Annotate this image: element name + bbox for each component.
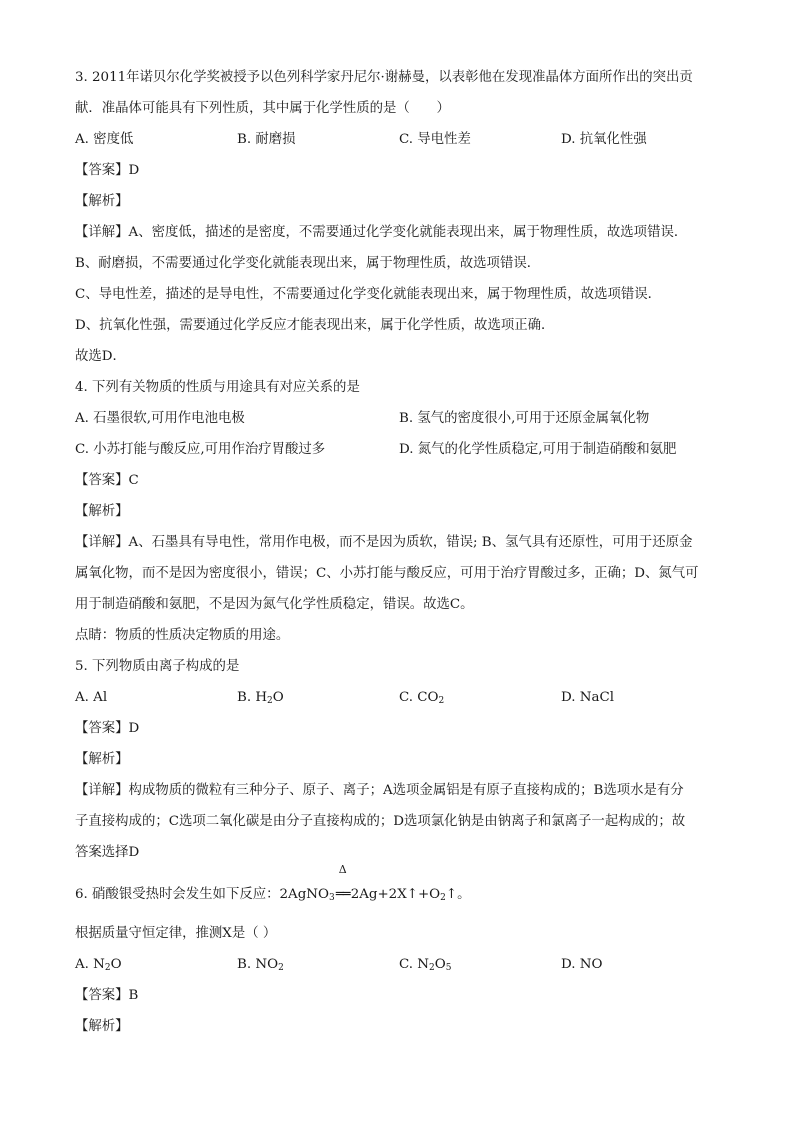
q6-question: 根据质量守恒定律，推测X是（ ）: [75, 926, 277, 941]
subscript: 2: [429, 963, 435, 973]
q3-option-c: C. 导电性差: [399, 132, 471, 147]
subscript: 5: [445, 963, 452, 973]
q5-answer: 【答案】D: [75, 721, 140, 736]
q5-detail-line: 【详解】构成物质的微粒有三种分子、原子、离子；A选项金属铝是有原子直接构成的；B选项水是有分: [75, 783, 684, 798]
q3-detail-line: 【详解】A、密度低，描述的是密度，不需要通过化学变化就能表现出来，属于物理性质，故选项错误．: [75, 225, 688, 240]
q6-stem: [75, 863, 725, 913]
q4-options-row2: [75, 434, 725, 465]
q5-option-b: [237, 682, 399, 713]
q6-option-a-text: A. N: [75, 957, 105, 972]
q3-stem-line1: 3. 2011年诺贝尔化学奖被授予以色列科学家丹尼尔·谢赫曼，以表彰他在发现准晶体方面所作出的突出贡: [75, 70, 693, 85]
q4-detail-line: 属氧化物，而不是因为密度很小，错误；C、小苏打能与酸反应，可用于治疗胃酸过多，正确；D、氮气可: [75, 566, 699, 581]
q3-detail-line: B、耐磨损，不需要通过化学变化就能表现出来，属于物理性质，故选项错误．: [75, 256, 541, 271]
subscript: 2: [267, 696, 273, 706]
subscript: 3: [328, 893, 335, 903]
q5-option-b-text: O: [272, 690, 284, 705]
q6-stem-text: 2Ag+2X↑+O: [350, 887, 441, 902]
q6-option-d: D. NO: [561, 957, 603, 972]
q5-options: [75, 682, 725, 713]
q5-analysis-heading: 【解析】: [75, 752, 129, 767]
document-page: [75, 62, 725, 1042]
q3-options: [75, 124, 725, 155]
q3-option-d: D. 抗氧化性强: [561, 132, 647, 147]
q3-stem-line2: 献．准晶体可能具有下列性质，其中属于化学性质的是（ ）: [75, 101, 450, 116]
subscript: 2: [438, 696, 445, 706]
q6-option-c-text: C. N: [399, 957, 429, 972]
q5-detail-line: 答案选择D: [75, 845, 140, 860]
q3-conclusion: 故选D．: [75, 349, 126, 364]
q6-analysis-heading: 【解析】: [75, 1019, 129, 1034]
q4-options-row1: [75, 403, 725, 434]
q6-option-c: [399, 949, 561, 980]
q6-option-a: [75, 949, 237, 980]
q3-option-b: B. 耐磨损: [237, 132, 296, 147]
q6-stem-text: ↑。: [445, 887, 471, 902]
q3-detail-line: C、导电性差，描述的是导电性，不需要通过化学变化就能表现出来，属于物理性质，故选项错误．: [75, 287, 662, 302]
reaction-condition: [335, 863, 351, 913]
q4-option-c: C. 小苏打能与酸反应,可用作治疗胃酸过多: [75, 442, 326, 457]
q4-answer: 【答案】C: [75, 473, 139, 488]
subscript: 2: [440, 893, 446, 903]
q6-option-a-text: O: [110, 957, 122, 972]
q5-option-d: D. NaCl: [561, 690, 614, 705]
q4-option-b: B. 氢气的密度很小,可用于还原金属氧化物: [399, 411, 650, 426]
q3-answer: 【答案】D: [75, 163, 140, 178]
q4-analysis-heading: 【解析】: [75, 504, 129, 519]
q4-stem: 4. 下列有关物质的性质与用途具有对应关系的是: [75, 380, 360, 395]
q6-stem-text: 6. 硝酸银受热时会发生如下反应：2AgNO: [75, 887, 329, 902]
q5-option-c: [399, 682, 561, 713]
q3-analysis-heading: 【解析】: [75, 194, 129, 209]
heat-symbol: Δ: [338, 863, 347, 876]
q4-detail-line: 【详解】A、石墨具有导电性，常用作电极，而不是因为质软，错误; B、氢气具有还原性，可用于还原金: [75, 535, 693, 550]
q6-option-b: [237, 949, 399, 980]
q5-stem: 5. 下列物质由离子构成的是: [75, 659, 240, 674]
q3-detail-line: D、抗氧化性强，需要通过化学反应才能表现出来，属于化学性质，故选项正确．: [75, 318, 555, 333]
q4-option-d: D. 氮气的化学性质稳定,可用于制造硝酸和氨肥: [399, 442, 677, 457]
q3-option-a: A. 密度低: [75, 132, 134, 147]
equals-sign: ══: [335, 887, 350, 902]
q5-option-a: A. Al: [75, 690, 108, 705]
q4-option-a: A. 石墨很软,可用作电池电极: [75, 411, 245, 426]
q4-note: 点睛：物质的性质决定物质的用途。: [75, 628, 290, 643]
q6-option-b-text: B. NO: [237, 957, 279, 972]
q6-options: [75, 949, 725, 980]
q5-option-b-text: B. H: [237, 690, 268, 705]
q5-detail-line: 子直接构成的；C选项二氧化碳是由分子直接构成的；D选项氯化钠是由钠离子和氯离子一起构成的；故: [75, 814, 686, 829]
q5-option-c-text: C. CO: [399, 690, 439, 705]
subscript: 2: [104, 963, 111, 973]
q6-option-c-text: O: [434, 957, 446, 972]
subscript: 2: [278, 963, 284, 973]
q4-detail-line: 用于制造硝酸和氨肥，不是因为氮气化学性质稳定，错误。故选C。: [75, 597, 474, 612]
q6-answer: 【答案】B: [75, 988, 139, 1003]
